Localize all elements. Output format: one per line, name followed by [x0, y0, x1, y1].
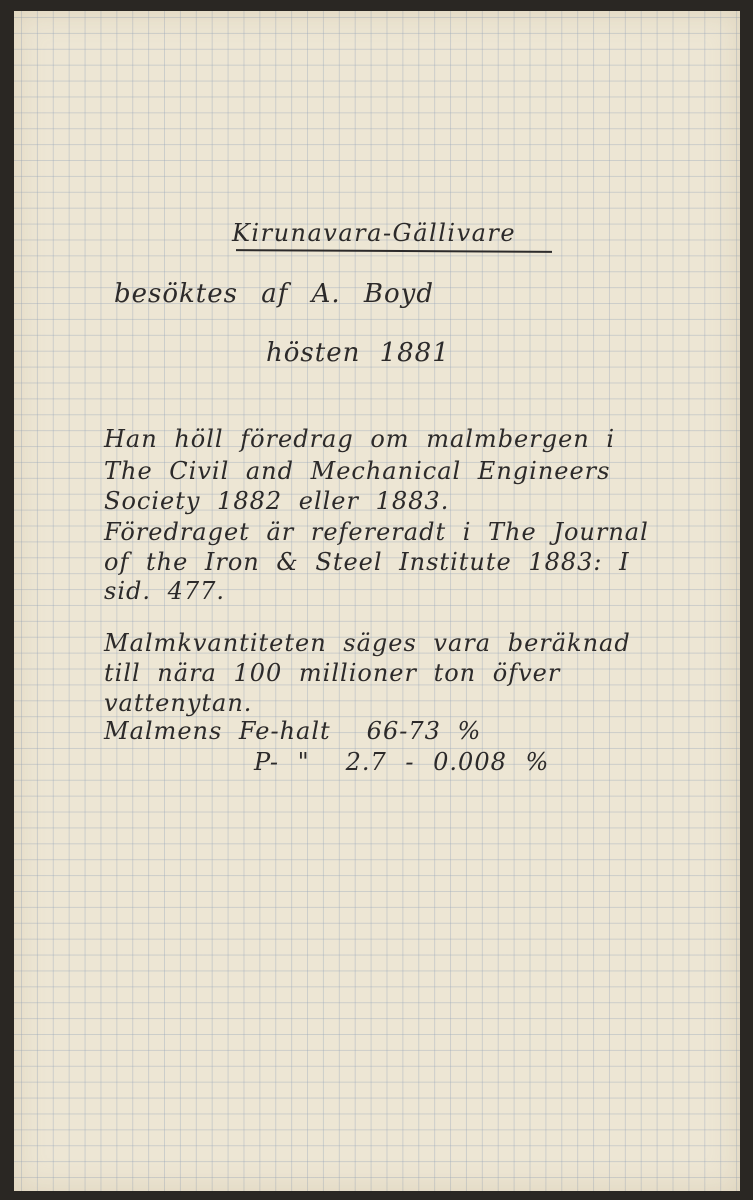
- grid-paper-sheet: [14, 11, 740, 1191]
- paragraph1-line-1: Han höll föredrag om malmbergen i: [104, 425, 616, 453]
- p-content-row: [254, 748, 549, 776]
- paragraph1-line-5: of the Iron & Steel Institute 1883: I: [104, 548, 630, 576]
- fe-content-label: Malmens Fe-halt: [104, 717, 331, 745]
- fe-content-value: 66-73 %: [366, 717, 482, 745]
- p-content-value: 2.7 - 0.008 %: [345, 748, 550, 776]
- p-content-label: P- ": [254, 748, 310, 776]
- fe-content-row: [104, 717, 481, 745]
- season-line: hösten 1881: [266, 338, 450, 368]
- paragraph2-line-2: till nära 100 millioner ton öfver: [104, 659, 561, 687]
- document-title: Kirunavara-Gällivare: [232, 219, 517, 247]
- title-underline: [236, 249, 552, 253]
- paragraph1-line-6: sid. 477.: [104, 577, 226, 605]
- paragraph1-line-4: Föredraget är refereradt i The Journal: [104, 518, 649, 546]
- paragraph2-line-3: vattenytan.: [104, 689, 253, 717]
- visit-line: besöktes af A. Boyd: [114, 279, 435, 309]
- paragraph1-line-2: The Civil and Mechanical Engineers: [104, 457, 611, 485]
- paragraph1-line-3: Society 1882 eller 1883.: [104, 487, 450, 515]
- paragraph2-line-1: Malmkvantiteten säges vara beräknad: [104, 629, 631, 657]
